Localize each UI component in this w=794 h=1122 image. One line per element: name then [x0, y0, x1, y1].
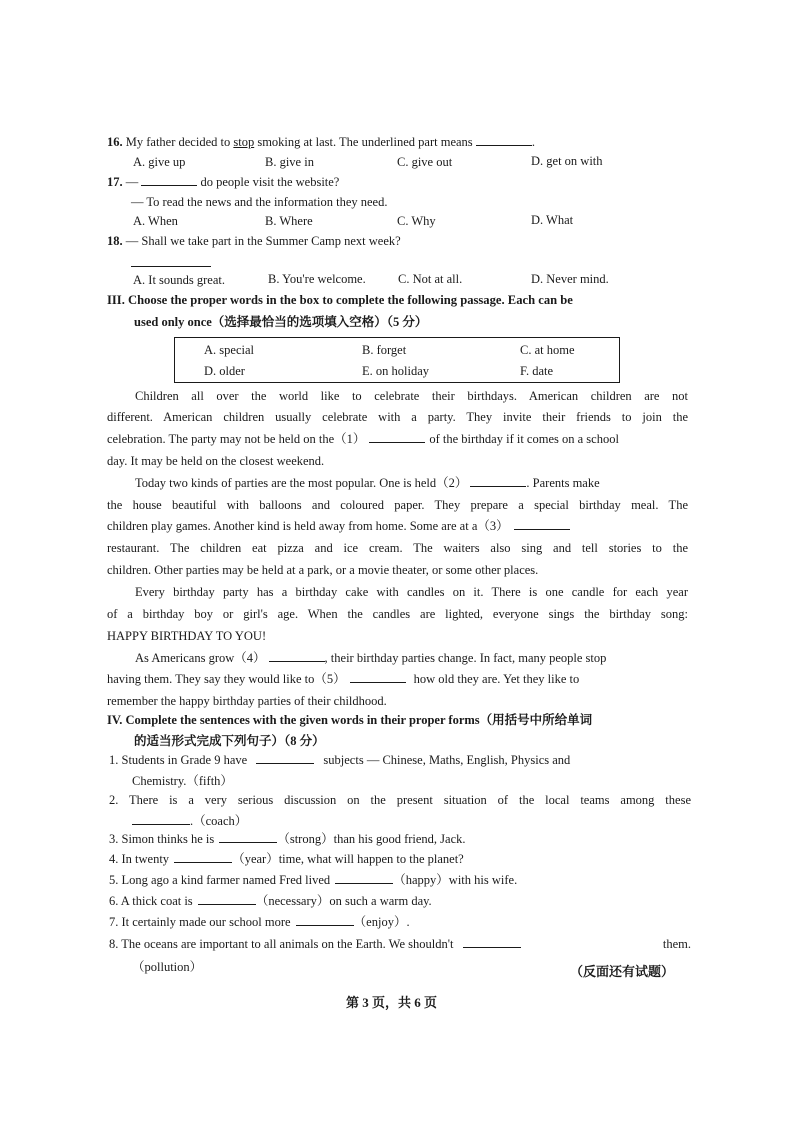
section-title-cont: 的适当形式完成下列句子）（8 分）: [134, 734, 325, 748]
option-a: A. When: [133, 214, 178, 228]
option-d: D. Never mind.: [531, 272, 609, 286]
answer-blank[interactable]: [141, 174, 197, 186]
passage-line: [107, 671, 579, 687]
section-title-cont: used only once（选择最恰当的选项填入空格）（5 分）: [134, 315, 428, 329]
passage-text: celebration. The party may not be held on the（1）: [107, 432, 366, 446]
box-option-e: E. on holiday: [362, 364, 430, 378]
sentence-text: 7. It certainly made our school more: [109, 915, 291, 929]
answer-blank[interactable]: [256, 752, 314, 764]
answer-blank[interactable]: [174, 851, 232, 863]
passage-text: of the birthday if it comes on a school: [429, 432, 619, 446]
question-number: 16.: [107, 135, 123, 149]
passage-text: how old they are. Yet they like to: [413, 672, 580, 686]
page-number: 第 3 页，共 6 页: [346, 995, 438, 1010]
passage-line: Every birthday party has a birthday cake with candles on it. There is one candle for each year: [135, 585, 688, 599]
sentence-text: them.: [662, 937, 691, 951]
passage-text: . Parents make: [526, 476, 600, 490]
sentence-text: 4. In twenty: [109, 852, 170, 866]
blank-5[interactable]: [350, 671, 406, 683]
sentence-1-cont: Chemistry.（fifth）: [132, 774, 233, 788]
sentence-text: 6. A thick coat is: [109, 894, 193, 908]
box-option-b: B. forget: [362, 343, 407, 357]
answer-blank[interactable]: [131, 266, 211, 267]
passage-line: Children all over the world like to celebrate their birthdays. American children are not: [135, 389, 688, 403]
option-d: D. get on with: [531, 154, 603, 168]
option-b: B. Where: [265, 214, 313, 228]
question-18: [107, 233, 401, 249]
question-number: 18.: [107, 234, 123, 248]
dash: —: [125, 175, 139, 189]
blank-4[interactable]: [269, 650, 325, 662]
sentence-text: subjects — Chinese, Maths, English, Physics and: [323, 753, 571, 767]
option-c: C. Why: [397, 214, 436, 228]
passage-line: day. It may be held on the closest weekend.: [107, 454, 325, 468]
sentence-text: 1. Students in Grade 9 have: [109, 753, 248, 767]
sentence-8-cont: （pollution）: [132, 960, 203, 974]
sentence-3: [109, 831, 466, 847]
passage-text: As Americans grow（4）: [135, 651, 266, 665]
answer-blank[interactable]: [132, 813, 190, 825]
passage-line: [135, 475, 600, 491]
option-b: B. You're welcome.: [268, 272, 366, 286]
sentence-1: [109, 752, 570, 768]
question-text: do people visit the website?: [200, 175, 340, 189]
answer-blank[interactable]: [296, 914, 354, 926]
question-text: — Shall we take part in the Summer Camp next week?: [125, 234, 401, 248]
sentence-text: 8. The oceans are important to all animals on the Earth. We shouldn't: [109, 937, 454, 951]
period: .: [531, 135, 535, 149]
answer-blank[interactable]: [219, 831, 277, 843]
sentence-text: （happy）with his wife.: [393, 873, 518, 887]
box-option-c: C. at home: [520, 343, 575, 357]
question-number: 17.: [107, 175, 123, 189]
option-d: D. What: [531, 213, 574, 227]
option-b: B. give in: [265, 155, 314, 169]
sentence-text: （year）time, what will happen to the planet?: [232, 852, 464, 866]
passage-line: children. Other parties may be held at a park, or a movie theater, or some other places.: [107, 563, 539, 577]
blank-2[interactable]: [470, 475, 526, 487]
passage-line: different. American children usually celebrate with a party. They invite their friends to join the: [107, 410, 688, 424]
question-16: [107, 134, 535, 150]
question-text-post: smoking at last. The underlined part means: [254, 135, 473, 149]
sentence-8: [109, 936, 691, 952]
passage-line: [135, 650, 606, 666]
box-option-a: A. special: [204, 343, 254, 357]
sentence-2: 2. There is a very serious discussion on the present situation of the local teams among these: [109, 793, 691, 807]
underlined-word: stop: [233, 135, 255, 149]
question-17: [107, 174, 339, 190]
option-c: C. give out: [397, 155, 453, 169]
blank-1[interactable]: [369, 431, 425, 443]
passage-text: having them. They say they would like to（5）: [107, 672, 346, 686]
passage-text: Today two kinds of parties are the most popular. One is held（2）: [135, 476, 468, 490]
sentence-6: [109, 893, 432, 909]
question-text-pre: My father decided to: [125, 135, 234, 149]
passage-line: restaurant. The children eat pizza and ice cream. The waiters also sing and tell stories to the: [107, 541, 688, 555]
sentence-5: [109, 872, 517, 888]
sentence-2-cont: [132, 813, 247, 829]
sentence-text: 3. Simon thinks he is: [109, 832, 215, 846]
answer-blank[interactable]: [463, 936, 521, 948]
sentence-7: [109, 914, 410, 930]
passage-line: HAPPY BIRTHDAY TO YOU!: [107, 629, 267, 643]
passage-line: of a birthday boy or girl's age. When the candles are lighted, everyone sings the birthday song:: [107, 607, 688, 621]
sentence-4: [109, 851, 464, 867]
blank-3[interactable]: [514, 518, 570, 530]
section-title: IV. Complete the sentences with the given words in their proper forms（用括号中所给单词: [107, 713, 593, 727]
passage-line: the house beautiful with balloons and coloured paper. They prepare a special birthday meal. The: [107, 498, 688, 512]
sentence-text: （enjoy）.: [353, 915, 410, 929]
answer-blank[interactable]: [198, 893, 256, 905]
section-title: III. Choose the proper words in the box to complete the following passage. Each can be: [107, 293, 573, 307]
passage-text: children play games. Another kind is held away from home. Some are at a（3）: [107, 519, 509, 533]
box-option-f: F. date: [520, 364, 554, 378]
passage-line: [107, 431, 619, 447]
sentence-text: .（coach）: [190, 814, 248, 828]
option-c: C. Not at all.: [398, 272, 463, 286]
option-a: A. give up: [133, 155, 186, 169]
passage-line: remember the happy birthday parties of their childhood.: [107, 694, 387, 708]
answer-blank[interactable]: [476, 134, 532, 146]
option-a: A. It sounds great.: [133, 273, 225, 287]
dialogue-reply: — To read the news and the information they need.: [131, 195, 388, 209]
passage-text: , their birthday parties change. In fact, many people stop: [324, 651, 607, 665]
sentence-text: （necessary）on such a warm day.: [255, 894, 432, 908]
continue-note: （反面还有试题）: [570, 964, 675, 979]
sentence-text: （strong）than his good friend, Jack.: [277, 832, 466, 846]
passage-line: [107, 518, 570, 534]
answer-blank[interactable]: [335, 872, 393, 884]
box-option-d: D. older: [204, 364, 245, 378]
sentence-text: 5. Long ago a kind farmer named Fred lived: [109, 873, 331, 887]
